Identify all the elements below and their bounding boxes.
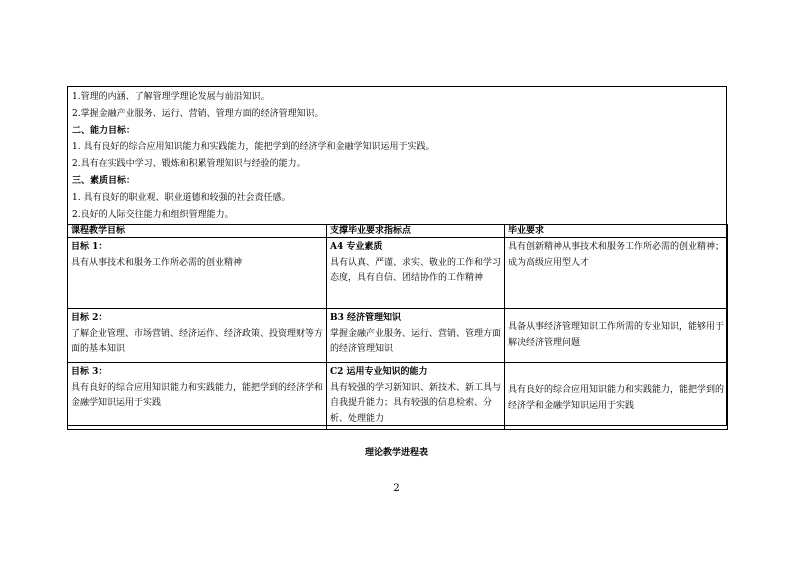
page-number: 2 [393, 483, 400, 494]
table-header-row [68, 225, 728, 238]
indicator-title: A4 专业素质 [330, 242, 383, 252]
indicator-cell [327, 363, 505, 430]
goal-text: 了解企业管理、市场营销、经济运作、经济政策、投资理财等方面的基本知识 [71, 328, 324, 354]
goal-title: 目标 2： [71, 313, 108, 323]
objective-line-3: 1. 具有良好的综合应用知识能力和实践能力，能把学到的经济学和金融学知识运用于实践。 [72, 142, 435, 153]
goal-title: 目标 1： [71, 242, 108, 252]
header-indicator: 支撑毕业要求指标点 [327, 225, 505, 238]
indicator-cell [327, 309, 505, 363]
objective-line-6: 2.良好的人际交往能力和组织管理能力。 [72, 209, 234, 220]
goal-cell [68, 309, 327, 363]
header-requirement: 毕业要求 [505, 225, 728, 238]
indicator-text: 具有较强的学习新知识、新技术、新工具与自我提升能力；具有较强的信息检索、分析、处理能力 [330, 382, 502, 424]
schedule-caption: 理论教学进程表 [364, 448, 428, 458]
indicator-title: B3 经济管理知识 [330, 313, 402, 323]
objective-line-2: 2.掌握金融产业服务、运行、营销、管理方面的经济管理知识。 [72, 108, 324, 119]
objective-line-1: 1.管理的内涵、了解管理学理论发展与前沿知识。 [72, 92, 270, 102]
indicator-title: C2 运用专业知识的能力 [330, 367, 428, 377]
requirement-cell: 具有创新精神从事技术和服务工作所必需的创业精神；成为高级应用型人才 [505, 238, 728, 309]
objective-line-4: 2.具有在实践中学习、锻炼和积累管理知识与经验的能力。 [72, 159, 306, 170]
requirement-cell: 具有良好的综合应用知识能力和实践能力，能把学到的经济学和金融学知识运用于实践 [505, 363, 728, 430]
ability-goals-heading: 二、能力目标： [72, 125, 136, 136]
goal-text: 具有良好的综合应用知识能力和实践能力，能把学到的经济学和金融学知识运用于实践 [71, 382, 324, 408]
objectives-table-frame [67, 86, 727, 426]
header-course-goal: 课程教学目标 [68, 225, 327, 238]
table-row [68, 238, 728, 309]
goals-mapping-table [67, 224, 728, 430]
table-row [68, 363, 728, 430]
indicator-text: 掌握金融产业服务、运行、营销、管理方面的经济管理知识 [330, 328, 502, 354]
requirement-cell: 具备从事经济管理知识工作所需的专业知识，能够用于解决经济管理问题 [505, 309, 728, 363]
objectives-section [68, 87, 726, 225]
objective-line-5: 1. 具有良好的职业观、职业道德和较强的社会责任感。 [72, 192, 291, 203]
goal-cell [68, 363, 327, 430]
goal-cell [68, 238, 327, 309]
goal-text: 具有从事技术和服务工作所必需的创业精神 [71, 257, 243, 268]
indicator-text: 具有认真、严谨、求实、敬业的工作和学习态度，具有自信、团结协作的工作精神 [330, 257, 502, 283]
quality-goals-heading: 三、素质目标： [72, 175, 136, 186]
table-row [68, 309, 728, 363]
goal-title: 目标 3： [71, 367, 108, 377]
indicator-cell [327, 238, 505, 309]
